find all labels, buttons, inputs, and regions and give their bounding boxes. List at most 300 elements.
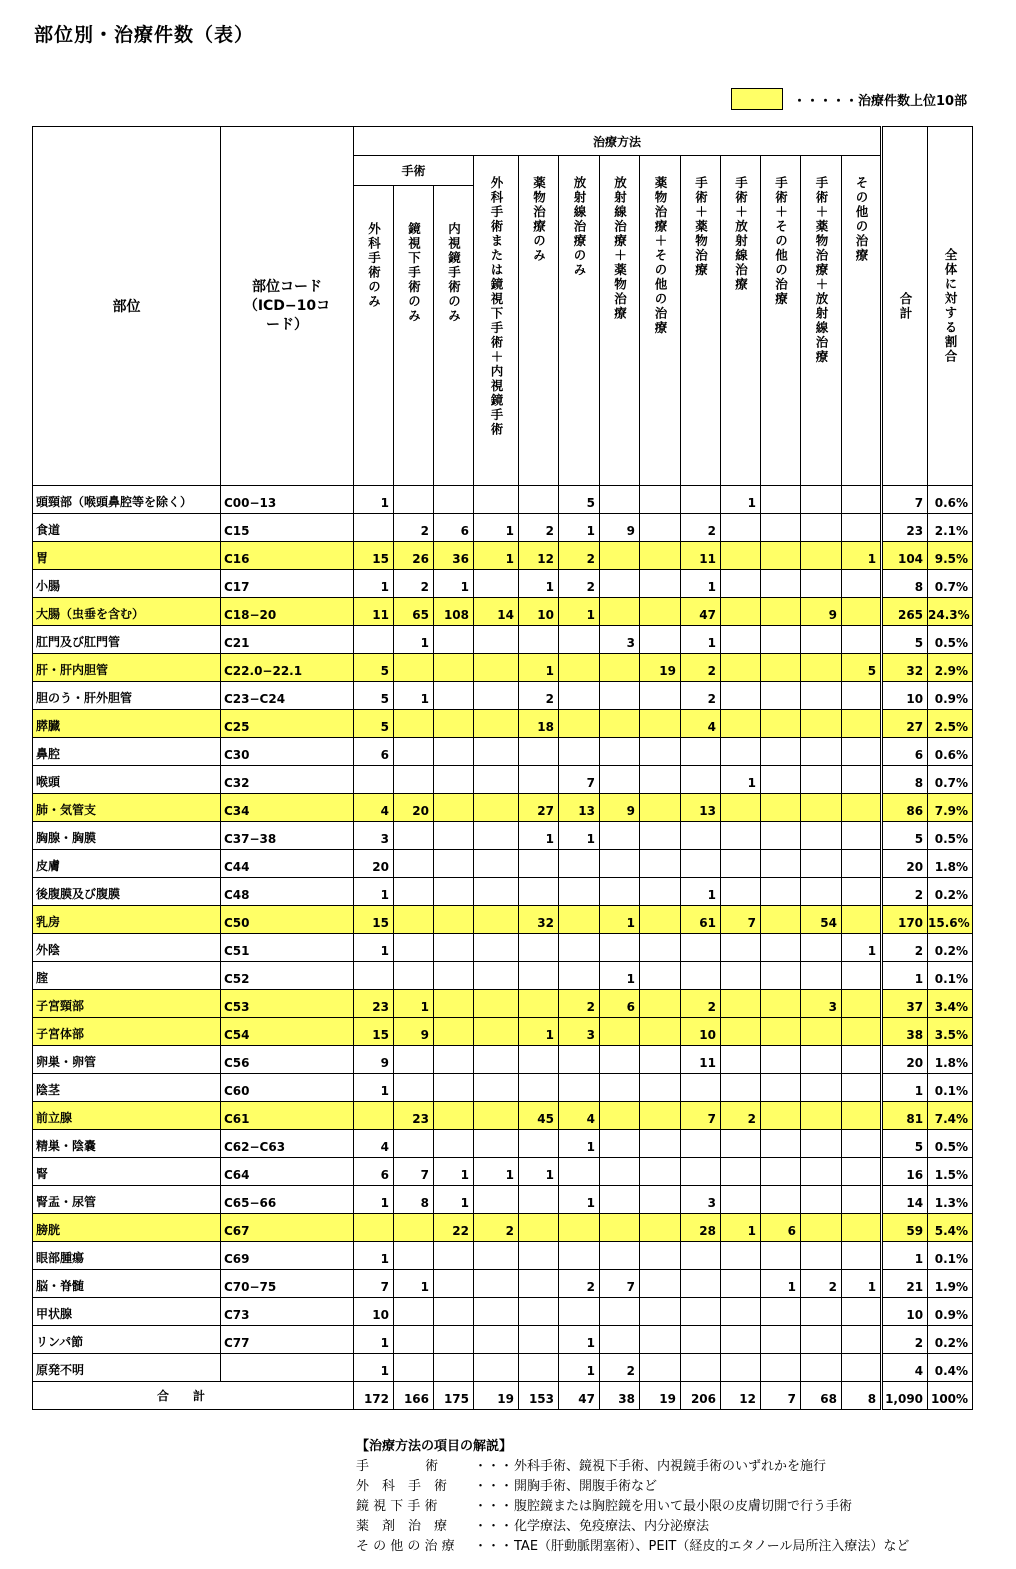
- row-value: [474, 850, 519, 878]
- row-value: [519, 1214, 559, 1242]
- row-code: C00−13: [221, 486, 354, 514]
- row-value: [519, 766, 559, 794]
- note-item: [356, 1517, 909, 1537]
- row-total: 38: [882, 1018, 928, 1046]
- header-surgery-group: 手術: [354, 156, 474, 186]
- row-value: [519, 1298, 559, 1326]
- row-value: [761, 598, 801, 626]
- row-value: [600, 1102, 640, 1130]
- totals-value: 47: [559, 1382, 600, 1410]
- row-site: 腟: [33, 962, 221, 990]
- row-value: 1: [394, 1270, 434, 1298]
- header-col-12: [801, 156, 842, 486]
- row-value: 2: [801, 1270, 842, 1298]
- row-value: [600, 822, 640, 850]
- row-value: 9: [801, 598, 842, 626]
- row-value: 5: [354, 710, 394, 738]
- row-value: [474, 962, 519, 990]
- row-total: 81: [882, 1102, 928, 1130]
- row-value: [681, 486, 721, 514]
- row-total: 1: [882, 1242, 928, 1270]
- row-value: 1: [434, 1186, 474, 1214]
- note-term: 外 科 手 術: [356, 1479, 448, 1494]
- row-code: C73: [221, 1298, 354, 1326]
- header-col-12-label: 手術＋薬物治療＋放射線治療: [814, 176, 829, 365]
- row-value: 1: [721, 766, 761, 794]
- row-value: [681, 766, 721, 794]
- row-value: [801, 626, 842, 654]
- header-ratio: [928, 127, 973, 486]
- table-row: [33, 1298, 973, 1326]
- row-value: 13: [559, 794, 600, 822]
- row-value: [434, 1074, 474, 1102]
- row-value: 20: [394, 794, 434, 822]
- row-value: [842, 1298, 882, 1326]
- row-value: [354, 626, 394, 654]
- row-value: [681, 1354, 721, 1382]
- row-total: 2: [882, 934, 928, 962]
- row-code: C67: [221, 1214, 354, 1242]
- row-value: 11: [681, 1046, 721, 1074]
- row-ratio: 5.4%: [928, 1214, 973, 1242]
- row-value: [559, 906, 600, 934]
- row-code: [221, 1354, 354, 1382]
- row-value: [434, 654, 474, 682]
- row-value: [801, 1074, 842, 1102]
- row-value: 14: [474, 598, 519, 626]
- row-value: 7: [681, 1102, 721, 1130]
- header-col-7: [600, 156, 640, 486]
- row-value: [519, 1046, 559, 1074]
- header-site: 部位: [33, 127, 221, 486]
- note-item: [356, 1537, 909, 1557]
- row-value: [842, 906, 882, 934]
- row-value: [434, 1018, 474, 1046]
- row-value: [801, 766, 842, 794]
- row-ratio: 1.3%: [928, 1186, 973, 1214]
- row-value: [721, 1326, 761, 1354]
- header-col-6: [559, 156, 600, 486]
- row-value: [640, 1046, 681, 1074]
- header-ratio-label: 全体に対する割合: [943, 248, 959, 364]
- row-value: 4: [354, 794, 394, 822]
- row-value: 7: [721, 906, 761, 934]
- row-value: 3: [559, 1018, 600, 1046]
- row-total: 2: [882, 1326, 928, 1354]
- row-code: C56: [221, 1046, 354, 1074]
- row-code: C61: [221, 1102, 354, 1130]
- row-value: [640, 682, 681, 710]
- note-item: [356, 1457, 909, 1477]
- row-code: C34: [221, 794, 354, 822]
- header-total-label: 合計: [898, 291, 914, 321]
- row-value: [600, 1074, 640, 1102]
- row-value: 8: [394, 1186, 434, 1214]
- table-row: [33, 1326, 973, 1354]
- row-ratio: 2.5%: [928, 710, 973, 738]
- row-code: C53: [221, 990, 354, 1018]
- row-value: [842, 1074, 882, 1102]
- row-value: [842, 738, 882, 766]
- table-row: [33, 1046, 973, 1074]
- row-value: [600, 934, 640, 962]
- row-code: C25: [221, 710, 354, 738]
- row-value: [761, 850, 801, 878]
- row-value: 1: [842, 1270, 882, 1298]
- row-value: [721, 542, 761, 570]
- row-ratio: 0.7%: [928, 570, 973, 598]
- row-value: [842, 822, 882, 850]
- row-value: [640, 1186, 681, 1214]
- row-value: 15: [354, 542, 394, 570]
- row-value: [761, 514, 801, 542]
- row-value: [434, 1270, 474, 1298]
- row-ratio: 24.3%: [928, 598, 973, 626]
- row-total: 5: [882, 626, 928, 654]
- header-col-8-label: 薬物治療＋その他の治療: [653, 176, 668, 336]
- row-total: 86: [882, 794, 928, 822]
- row-code: C64: [221, 1158, 354, 1186]
- table-row: [33, 878, 973, 906]
- note-description: 外科手術、鏡視下手術、内視鏡手術のいずれかを施行: [514, 1459, 827, 1474]
- totals-value: 8: [842, 1382, 882, 1410]
- table-body: [33, 486, 973, 1410]
- row-site: 胸腺・胸膜: [33, 822, 221, 850]
- row-value: [600, 570, 640, 598]
- row-value: [474, 1270, 519, 1298]
- table-row: [33, 934, 973, 962]
- row-code: C32: [221, 766, 354, 794]
- row-value: [842, 598, 882, 626]
- treatment-count-table: [32, 126, 973, 1410]
- row-total: 1: [882, 962, 928, 990]
- row-value: [600, 598, 640, 626]
- row-site: 後腹膜及び腹膜: [33, 878, 221, 906]
- row-site: 卵巣・卵管: [33, 1046, 221, 1074]
- row-value: [721, 794, 761, 822]
- table-row: [33, 822, 973, 850]
- row-value: [394, 850, 434, 878]
- row-value: [474, 738, 519, 766]
- row-code: C51: [221, 934, 354, 962]
- row-value: [681, 1074, 721, 1102]
- row-value: 2: [519, 682, 559, 710]
- row-value: 1: [354, 878, 394, 906]
- row-value: [721, 570, 761, 598]
- row-value: [761, 878, 801, 906]
- row-value: 1: [559, 1326, 600, 1354]
- row-value: [842, 626, 882, 654]
- row-total: 7: [882, 486, 928, 514]
- row-code: C60: [221, 1074, 354, 1102]
- row-value: [842, 1242, 882, 1270]
- note-description: 化学療法、免疫療法、内分泌療法: [514, 1519, 710, 1534]
- row-value: [640, 1214, 681, 1242]
- row-value: 1: [354, 1326, 394, 1354]
- row-value: 4: [559, 1102, 600, 1130]
- row-value: 1: [434, 570, 474, 598]
- row-value: [721, 878, 761, 906]
- totals-label: 合計: [33, 1382, 354, 1410]
- row-value: [681, 1298, 721, 1326]
- header-col-4: [474, 156, 519, 486]
- header-col-13: [842, 156, 882, 486]
- table-row: [33, 906, 973, 934]
- row-value: [761, 1046, 801, 1074]
- row-value: [434, 850, 474, 878]
- row-value: [559, 1298, 600, 1326]
- row-value: [640, 1242, 681, 1270]
- row-code: C65−66: [221, 1186, 354, 1214]
- row-value: 5: [842, 654, 882, 682]
- note-term: 鏡 視 下 手 術: [356, 1499, 438, 1514]
- notes-title: 【治療方法の項目の解説】: [356, 1439, 513, 1454]
- row-value: [842, 1102, 882, 1130]
- row-value: [761, 738, 801, 766]
- row-value: [721, 1018, 761, 1046]
- table-row: [33, 486, 973, 514]
- row-value: [681, 1270, 721, 1298]
- notes-list: [356, 1457, 909, 1557]
- row-value: [761, 654, 801, 682]
- row-value: [842, 682, 882, 710]
- row-value: [519, 1074, 559, 1102]
- row-value: [640, 794, 681, 822]
- row-value: [434, 738, 474, 766]
- row-value: 1: [434, 1158, 474, 1186]
- row-ratio: 0.5%: [928, 626, 973, 654]
- row-value: [474, 710, 519, 738]
- row-code: C15: [221, 514, 354, 542]
- row-value: [559, 1074, 600, 1102]
- row-value: [559, 962, 600, 990]
- row-value: [761, 822, 801, 850]
- row-value: 20: [354, 850, 394, 878]
- row-value: [801, 1186, 842, 1214]
- row-value: [721, 1046, 761, 1074]
- row-value: [434, 1102, 474, 1130]
- header-total: [882, 127, 928, 486]
- row-total: 265: [882, 598, 928, 626]
- row-value: [600, 1214, 640, 1242]
- row-code: C17: [221, 570, 354, 598]
- row-ratio: 0.9%: [928, 682, 973, 710]
- row-value: [721, 682, 761, 710]
- row-value: [681, 1242, 721, 1270]
- row-ratio: 15.6%: [928, 906, 973, 934]
- row-value: [394, 738, 434, 766]
- row-total: 1: [882, 1074, 928, 1102]
- note-term: そ の 他 の 治 療: [356, 1539, 455, 1554]
- row-value: [761, 962, 801, 990]
- totals-value: 206: [681, 1382, 721, 1410]
- row-value: [761, 934, 801, 962]
- row-value: [354, 766, 394, 794]
- row-code: C37−38: [221, 822, 354, 850]
- row-value: 36: [434, 542, 474, 570]
- row-site: 大腸（虫垂を含む）: [33, 598, 221, 626]
- row-ratio: 1.8%: [928, 1046, 973, 1074]
- row-value: [394, 1354, 434, 1382]
- table-row: [33, 766, 973, 794]
- row-value: [354, 514, 394, 542]
- row-value: [681, 850, 721, 878]
- row-total: 27: [882, 710, 928, 738]
- header-col-8: [640, 156, 681, 486]
- row-value: [761, 1326, 801, 1354]
- row-value: 2: [559, 542, 600, 570]
- header-method: 治療方法: [354, 127, 882, 156]
- row-site: 肝・肝内胆管: [33, 654, 221, 682]
- row-value: [761, 1130, 801, 1158]
- row-value: 32: [519, 906, 559, 934]
- row-value: 1: [354, 1186, 394, 1214]
- row-code: C23−C24: [221, 682, 354, 710]
- row-value: 2: [681, 654, 721, 682]
- row-total: 21: [882, 1270, 928, 1298]
- header-code-label: 部位コード（ICD−10コード）: [243, 278, 331, 333]
- row-ratio: 3.5%: [928, 1018, 973, 1046]
- row-value: 23: [394, 1102, 434, 1130]
- row-value: 22: [434, 1214, 474, 1242]
- row-value: 6: [761, 1214, 801, 1242]
- row-value: [640, 906, 681, 934]
- row-total: 104: [882, 542, 928, 570]
- row-site: 乳房: [33, 906, 221, 934]
- row-value: [801, 738, 842, 766]
- row-total: 4: [882, 1354, 928, 1382]
- totals-row: [33, 1382, 973, 1410]
- row-ratio: 7.9%: [928, 794, 973, 822]
- row-value: [559, 934, 600, 962]
- row-value: [721, 1130, 761, 1158]
- row-value: [474, 1186, 519, 1214]
- table-row: [33, 1158, 973, 1186]
- row-ratio: 0.7%: [928, 766, 973, 794]
- row-value: [519, 738, 559, 766]
- row-value: 4: [354, 1130, 394, 1158]
- row-value: 1: [681, 878, 721, 906]
- row-value: [640, 486, 681, 514]
- row-total: 10: [882, 682, 928, 710]
- row-value: 28: [681, 1214, 721, 1242]
- row-value: [640, 1158, 681, 1186]
- row-value: [519, 1354, 559, 1382]
- row-total: 16: [882, 1158, 928, 1186]
- row-value: 4: [681, 710, 721, 738]
- row-value: 1: [559, 598, 600, 626]
- row-value: [842, 710, 882, 738]
- row-value: [519, 962, 559, 990]
- row-value: [681, 1130, 721, 1158]
- row-site: 腎盂・尿管: [33, 1186, 221, 1214]
- header-col-2: [394, 186, 434, 486]
- row-value: 3: [600, 626, 640, 654]
- totals-total: 1,090: [882, 1382, 928, 1410]
- row-value: 1: [394, 682, 434, 710]
- row-site: 頭頸部（喉頭鼻腔等を除く）: [33, 486, 221, 514]
- row-value: [761, 710, 801, 738]
- row-value: [681, 934, 721, 962]
- row-value: [394, 1242, 434, 1270]
- row-value: [600, 486, 640, 514]
- row-value: [681, 1158, 721, 1186]
- row-site: 食道: [33, 514, 221, 542]
- row-value: 2: [394, 514, 434, 542]
- row-value: 1: [721, 1214, 761, 1242]
- row-value: [640, 710, 681, 738]
- note-separator: ・・・: [474, 1499, 514, 1514]
- row-ratio: 2.9%: [928, 654, 973, 682]
- row-site: 膀胱: [33, 1214, 221, 1242]
- row-value: [434, 710, 474, 738]
- row-value: [434, 1130, 474, 1158]
- row-code: C62−C63: [221, 1130, 354, 1158]
- row-value: [721, 1186, 761, 1214]
- row-site: 原発不明: [33, 1354, 221, 1382]
- note-description: 腹腔鏡または胸腔鏡を用いて最小限の皮膚切開で行う手術: [514, 1499, 853, 1514]
- row-total: 8: [882, 570, 928, 598]
- row-value: [761, 542, 801, 570]
- row-value: [681, 962, 721, 990]
- row-code: C52: [221, 962, 354, 990]
- row-value: [394, 766, 434, 794]
- row-value: [434, 766, 474, 794]
- row-value: 65: [394, 598, 434, 626]
- row-total: 32: [882, 654, 928, 682]
- row-value: [801, 1214, 842, 1242]
- row-value: [640, 822, 681, 850]
- row-value: [681, 822, 721, 850]
- row-value: [600, 878, 640, 906]
- row-total: 37: [882, 990, 928, 1018]
- table-row: [33, 1270, 973, 1298]
- row-site: 脳・脊髄: [33, 1270, 221, 1298]
- row-total: 10: [882, 1298, 928, 1326]
- row-value: 9: [600, 514, 640, 542]
- row-code: C30: [221, 738, 354, 766]
- table-row: [33, 1354, 973, 1382]
- row-value: 15: [354, 1018, 394, 1046]
- row-value: [474, 1102, 519, 1130]
- row-value: [600, 710, 640, 738]
- row-value: [842, 486, 882, 514]
- row-value: [394, 1214, 434, 1242]
- row-value: [559, 850, 600, 878]
- row-value: [761, 626, 801, 654]
- row-ratio: 0.2%: [928, 934, 973, 962]
- table-row: [33, 598, 973, 626]
- row-value: [842, 1018, 882, 1046]
- row-value: [801, 822, 842, 850]
- row-value: [681, 738, 721, 766]
- row-value: [761, 766, 801, 794]
- header-col-10-label: 手術＋放射線治療: [733, 176, 749, 292]
- row-value: 6: [434, 514, 474, 542]
- row-value: [600, 1046, 640, 1074]
- row-value: [801, 1130, 842, 1158]
- row-code: C18−20: [221, 598, 354, 626]
- row-value: 1: [474, 1158, 519, 1186]
- row-value: [721, 1298, 761, 1326]
- note-separator: ・・・: [474, 1519, 514, 1534]
- row-value: [559, 654, 600, 682]
- row-site: 子宮頸部: [33, 990, 221, 1018]
- row-value: [474, 626, 519, 654]
- header-col-11: [761, 156, 801, 486]
- note-term: 手 術: [356, 1459, 439, 1474]
- row-value: [801, 962, 842, 990]
